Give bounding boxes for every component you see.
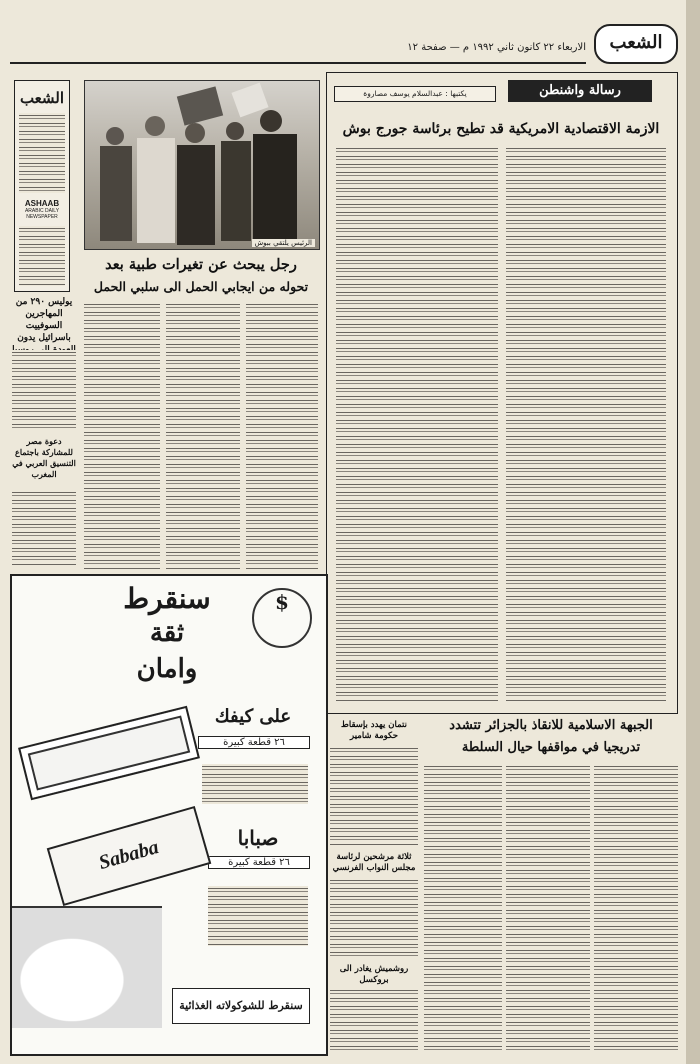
- small-item-3-body: [330, 988, 418, 1052]
- masthead-logo: الشعب: [19, 89, 65, 107]
- ad-count-1: ٢٦ قطعة كبيرة: [198, 736, 310, 749]
- chocolate-bar-2-image: [47, 806, 212, 906]
- page-edge: [686, 0, 700, 1064]
- ad-copy-1: [202, 764, 308, 804]
- masthead-info: [19, 113, 65, 193]
- small-item-1-title: نتمان يهدد بإسقاط حكومة شامير: [341, 720, 407, 741]
- ad-emblem-icon: $: [252, 588, 312, 648]
- ad-brand: سنقرط: [123, 582, 211, 615]
- left-story-headline-1: رجل يبحث عن تغيرات طبية بعد: [105, 256, 297, 273]
- date-line: الاربعاء ٢٢ كانون ثاني ١٩٩٢ م — صفحة ١٢: [407, 42, 586, 53]
- hand-illustration: [12, 906, 162, 1028]
- masthead-latin: ASHAAB: [24, 199, 60, 208]
- sidebar-story-2-body: [12, 490, 76, 566]
- photo-people-illustration: [85, 81, 319, 249]
- page-header: [10, 36, 586, 64]
- news-photo: [84, 80, 320, 250]
- lead-headline: الازمة الاقتصادية الامريكية قد تطيح برئاسة جورج بوش: [342, 121, 660, 137]
- ad-count-2: ٢٦ قطعة كبيرة: [208, 856, 310, 869]
- ad-slogan-2: وامان: [136, 654, 198, 684]
- small-item-1-body: [330, 746, 418, 846]
- bottom-headline-1: الجبهة الاسلامية للانقاذ بالجزائر تتشدد: [449, 718, 653, 733]
- lead-col-2: [336, 146, 498, 702]
- small-item-3-title: روشميش يغادر الى بروكسل: [339, 964, 409, 985]
- bottom-col-2: [506, 764, 590, 1054]
- chocolate-bar-1-image: [18, 706, 200, 800]
- sidebar-story-2-title: دعوة مصر للمشاركة باجتماع التنسيق العربي في المغرب: [12, 436, 76, 479]
- sidebar-story-1-title: يوليس ٢٩٠ من المهاجرين السوفييت باسرائيل يدون: [15, 297, 73, 343]
- byline: يكتبها : عبدالسلام يوسف مصاروة: [334, 86, 496, 102]
- ad-footer: سنقرط للشوكولاته الغذائية: [172, 988, 310, 1024]
- ad-tagline: على كيفك: [214, 706, 292, 727]
- left-story-headline-2: تحوله من ايجابي الحمل الى سلبي الحمل: [93, 279, 309, 294]
- masthead-box: [14, 80, 70, 292]
- small-item-2-body: [330, 878, 418, 958]
- chocolate-ad: [10, 574, 328, 1056]
- bottom-col-3: [424, 764, 502, 1054]
- bottom-headline-2: تدريجيا في مواقفها حيال السلطة: [461, 740, 641, 755]
- masthead-contact: [19, 226, 65, 286]
- header-logo: الشعب: [594, 24, 678, 64]
- lead-col-1: [506, 146, 666, 702]
- photo-caption: الرئيس يلتقي ببوش: [252, 239, 315, 247]
- ad-slogan-1: ثقة: [149, 618, 185, 648]
- left-story-col-2: [166, 302, 240, 570]
- bottom-col-1: [594, 764, 678, 1054]
- small-item-2-title: ثلاثة مرشحين لرئاسة مجلس النواب الفرنسي: [332, 852, 416, 873]
- ad-product-2-latin: Sababa: [96, 836, 162, 875]
- left-story-col-3: [84, 302, 160, 570]
- ad-product-2: صبابا: [237, 826, 279, 850]
- sidebar-story-1-body: [12, 350, 76, 430]
- ad-copy-2: [208, 886, 308, 946]
- column-label: رسالة واشنطن: [508, 80, 652, 102]
- masthead-latin-sub: ARABIC DAILY NEWSPAPER: [24, 208, 60, 220]
- left-story-col-1: [246, 302, 318, 570]
